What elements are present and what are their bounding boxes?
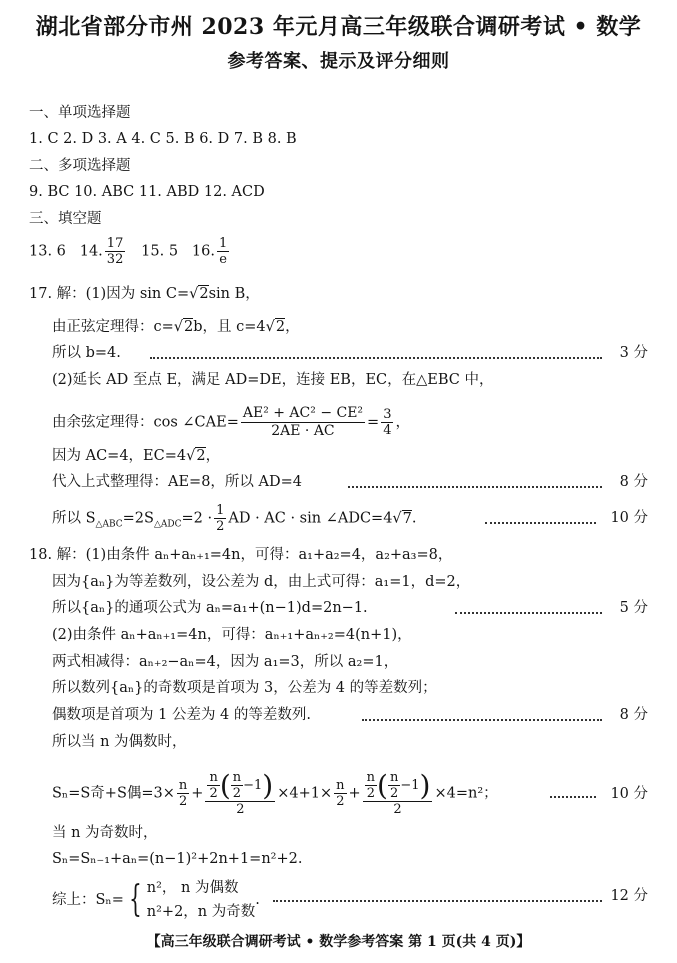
score-label: 12 分 (610, 888, 648, 904)
dotted-leader (362, 719, 602, 721)
q17-line-1: 17. 解：(1)因为 sin C=√2sin B， (29, 286, 260, 302)
dotted-leader (150, 357, 602, 359)
score-label: 8 分 (619, 474, 648, 490)
q17-line-8: 所以 $S_{\triangle ABC}=2S_{\triangle ADC}=2$ · $\frac{1}{2}$ AD · AC · sin ∠ADC=4√7. (52, 503, 417, 534)
single-choice-answers: 1. C 2. D 3. A 4. C 5. B 6. D 7. B 8. B (29, 131, 297, 147)
q18-line-12: 综上：Sₙ= { n²， n 为偶数 n²+2，n 为奇数 . (52, 879, 260, 920)
q18-line-10: 当 n 为奇数时， (52, 825, 158, 841)
answer-15: 15. 5 (141, 243, 179, 260)
answer-16-fraction: $\frac{1}{e}$ (218, 236, 228, 267)
score-label: 10 分 (610, 786, 648, 802)
page-subtitle: 参考答案、提示及评分细则 (227, 51, 450, 72)
q17-line-4: (2)延长 AD 至点 E，满足 AD=DE，连接 EB，EC，在△EBC 中， (52, 372, 494, 388)
score-label: 10 分 (610, 510, 648, 526)
q18-line-8: 所以当 n 为偶数时， (52, 734, 187, 750)
page-footer: 【高三年级联合调研考试 • 数学参考答案 第 1 页(共 4 页)】 (146, 934, 531, 950)
section-heading-fill-blank: 三、填空题 (29, 211, 102, 227)
answer-16-label: 16. (191, 243, 215, 260)
score-label: 3 分 (619, 345, 648, 361)
answer-14-fraction: $\frac{17}{32}$ (106, 236, 124, 267)
score-label: 8 分 (619, 707, 648, 723)
nested-fraction: $\frac{n}{2}$ ( $\frac{n}{2}$ −1) 2 (205, 770, 275, 817)
q18-line-6: 所以数列{aₙ}的奇数项是首项为 3，公差为 4 的等差数列； (52, 680, 437, 696)
q18-line-7: 偶数项是首项为 1 公差为 4 的等差数列. (52, 707, 311, 723)
q18-line-4: (2)由条件 aₙ+aₙ₊₁=4n，可得：aₙ₊₁+aₙ₊₂=4(n+1)， (52, 627, 412, 643)
q18-line-2: 因为{aₙ}为等差数列，设公差为 d，由上式可得：a₁=1，d=2， (52, 574, 471, 590)
page-title: 湖北省部分市州 2023 年元月高三年级联合调研考试 • 数学 (35, 14, 642, 40)
q18-line-11: Sₙ=Sₙ₋₁+aₙ=(n−1)²+2n+1=n²+2. (52, 851, 303, 867)
dotted-leader (485, 522, 596, 524)
dotted-leader (455, 612, 602, 614)
q18-line-1: 18. 解：(1)由条件 aₙ+aₙ₊₁=4n，可得：a₁+a₂=4，a₂+a₃=8， (29, 547, 453, 563)
q17-line-2: 由正弦定理得：c=√2b，且 c=4√2， (52, 319, 300, 335)
q17-line-3: 所以 b=4. (52, 345, 121, 361)
dotted-leader (550, 796, 596, 798)
score-label: 5 分 (619, 600, 648, 616)
q18-line-3: 所以{aₙ}的通项公式为 aₙ=a₁+(n−1)d=2n−1. (52, 600, 368, 616)
dotted-leader (348, 486, 602, 488)
q17-line-5: 由余弦定理得：cos ∠CAE= $\frac{\text{AE² + AC² − CE²}}{2AE \cdot AC}$ = $\frac{3}{4}$ ， (52, 405, 410, 439)
dotted-leader (273, 900, 602, 902)
answer-14-label: 14. (79, 243, 103, 260)
fill-blank-answers (29, 236, 231, 267)
answer-13: 13. 6 (29, 243, 66, 260)
q17-line-6: 因为 AC=4，EC=4√2， (52, 448, 221, 464)
multi-choice-answers: 9. BC 10. ABC 11. ABD 12. ACD (29, 184, 265, 200)
q17-line-7: 代入上式整理得：AE=8，所以 AD=4 (52, 474, 303, 490)
cosine-fraction: $\frac{\text{AE² + AC² − CE²}}{2AE \cdot AC}$ (242, 405, 364, 439)
nested-fraction: $\frac{n}{2}$ ( $\frac{n}{2}$ −1) 2 (363, 770, 433, 817)
section-heading-multi-choice: 二、多项选择题 (29, 158, 131, 174)
q18-line-9: Sₙ=S奇+S偶=3× $\frac{n}{2}$ + $\frac{n}{2}$ ( $\frac{n}{2}$ −1) 2 ×4+1× $\frac{n}{2}$ + $\frac{n}{2}$ ( $\frac{n}{2}$ −1) 2 ×4=n²； (52, 769, 498, 817)
section-heading-single-choice: 一、单项选择题 (29, 105, 131, 121)
q18-line-5: 两式相减得：aₙ₊₂−aₙ=4，因为 a₁=3，所以 a₂=1， (52, 654, 399, 670)
